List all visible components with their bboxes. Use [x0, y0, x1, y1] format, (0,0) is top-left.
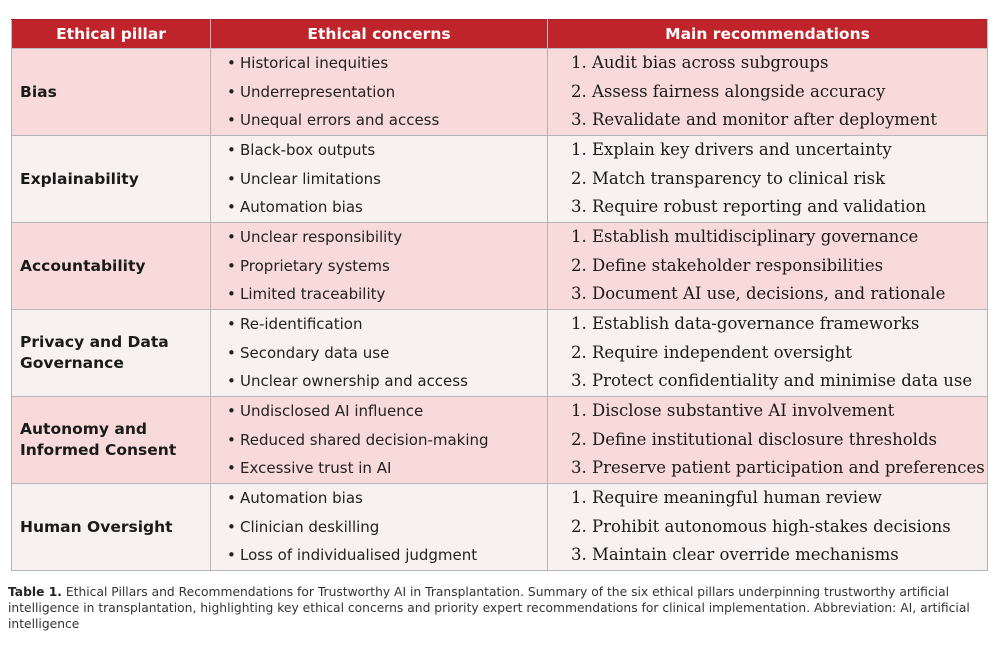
- pillar-cell: [12, 484, 211, 571]
- table-row: [12, 136, 988, 223]
- concern-text: Unclear ownership and access: [240, 372, 468, 391]
- recommendation-item: [571, 106, 987, 135]
- header-main-recommendations: Main recommendations: [548, 20, 988, 49]
- concerns-list: [211, 310, 547, 396]
- recommendation-item: [571, 280, 987, 309]
- recommendation-number: 3.: [571, 284, 587, 304]
- table-row: [12, 310, 988, 397]
- recommendation-number: 1.: [571, 488, 587, 508]
- concern-text: Loss of individualised judgment: [240, 546, 478, 565]
- concern-text: Limited traceability: [240, 285, 386, 304]
- recommendations-list: [548, 484, 987, 570]
- concerns-cell: [211, 484, 548, 571]
- header-ethical-concerns: Ethical concerns: [211, 20, 548, 49]
- recommendation-item: [571, 193, 987, 222]
- recommendations-cell: [548, 310, 988, 397]
- recommendation-number: 3.: [571, 458, 587, 478]
- pillar-name: Human Oversight: [20, 517, 173, 536]
- recommendation-number: 1.: [571, 53, 587, 73]
- pillar-name: Privacy and Data: [20, 333, 169, 351]
- concern-item: [227, 454, 547, 483]
- recommendation-number: 3.: [571, 545, 587, 565]
- concern-item: [227, 223, 547, 252]
- concerns-list: [211, 136, 547, 222]
- recommendation-item: [571, 252, 987, 281]
- recommendation-number: 2.: [571, 429, 587, 449]
- recommendation-text: Require independent oversight: [592, 342, 853, 362]
- recommendation-text: Require meaningful human review: [592, 488, 882, 508]
- recommendation-item: [571, 513, 987, 542]
- recommendation-number: 1.: [571, 140, 587, 160]
- bullet-icon: •: [227, 54, 236, 73]
- concern-text: Proprietary systems: [240, 256, 390, 275]
- concern-item: [227, 426, 547, 455]
- concerns-list: [211, 397, 547, 483]
- concern-item: [227, 513, 547, 542]
- recommendation-number: 2.: [571, 81, 587, 101]
- recommendation-item: [571, 454, 987, 483]
- table-row: [12, 484, 988, 571]
- concern-item: [227, 252, 547, 281]
- pillar-cell: [12, 310, 211, 397]
- table-body: [12, 49, 988, 571]
- concerns-cell: [211, 49, 548, 136]
- bullet-icon: •: [227, 459, 236, 478]
- concern-item: [227, 49, 547, 78]
- recommendation-number: 2.: [571, 255, 587, 275]
- recommendation-text: Establish multidisciplinary governance: [592, 227, 919, 247]
- bullet-icon: •: [227, 315, 236, 334]
- caption-text: Ethical Pillars and Recommendations for Trustworthy AI in Transplantation. Summary of the six ethical pillars underpinning trustworthy artificial intelligence in transplantation, highlighting key ethical concerns and priority expert recommendations for clinical implementation. Abbreviation: AI, artificial intelligence: [8, 585, 970, 631]
- concerns-list: [211, 484, 547, 570]
- recommendation-item: [571, 49, 987, 78]
- recommendation-text: Define institutional disclosure thresholds: [592, 429, 937, 449]
- concerns-cell: [211, 397, 548, 484]
- header-ethical-pillar: Ethical pillar: [12, 20, 211, 49]
- recommendation-text: Disclose substantive AI involvement: [592, 401, 895, 421]
- recommendations-cell: [548, 223, 988, 310]
- recommendation-number: 2.: [571, 516, 587, 536]
- bullet-icon: •: [227, 228, 236, 247]
- recommendation-item: [571, 136, 987, 165]
- concern-item: [227, 484, 547, 513]
- concern-item: [227, 136, 547, 165]
- caption-label: Table 1.: [8, 585, 62, 599]
- recommendation-text: Audit bias across subgroups: [592, 53, 829, 73]
- bullet-icon: •: [227, 402, 236, 421]
- table-row: [12, 397, 988, 484]
- recommendation-text: Establish data-governance frameworks: [592, 314, 920, 334]
- concern-item: [227, 165, 547, 194]
- pillar-cell: [12, 49, 211, 136]
- bullet-icon: •: [227, 517, 236, 536]
- table-container: [11, 19, 987, 571]
- recommendations-cell: [548, 136, 988, 223]
- concern-item: [227, 78, 547, 107]
- pillar-name: Autonomy and: [20, 420, 148, 438]
- recommendation-text: Require robust reporting and validation: [592, 197, 927, 217]
- concern-item: [227, 310, 547, 339]
- recommendations-list: [548, 49, 987, 135]
- bullet-icon: •: [227, 372, 236, 391]
- bullet-icon: •: [227, 430, 236, 449]
- concern-text: Excessive trust in AI: [240, 459, 392, 478]
- bullet-icon: •: [227, 546, 236, 565]
- concerns-cell: [211, 310, 548, 397]
- recommendation-number: 3.: [571, 197, 587, 217]
- recommendation-item: [571, 78, 987, 107]
- concern-text: Historical inequities: [240, 54, 389, 73]
- recommendation-item: [571, 426, 987, 455]
- pillar-cell: [12, 223, 211, 310]
- concern-text: Black-box outputs: [240, 141, 376, 160]
- pillar-name: Bias: [20, 82, 57, 101]
- recommendation-text: Match transparency to clinical risk: [592, 168, 886, 188]
- concern-text: Unclear limitations: [240, 169, 381, 188]
- bullet-icon: •: [227, 198, 236, 217]
- recommendations-list: [548, 136, 987, 222]
- recommendation-item: [571, 223, 987, 252]
- recommendation-text: Document AI use, decisions, and rationale: [592, 284, 946, 304]
- recommendation-number: 1.: [571, 314, 587, 334]
- concern-text: Automation bias: [240, 198, 363, 217]
- recommendation-item: [571, 367, 987, 396]
- table-row: [12, 49, 988, 136]
- pillar-cell: [12, 136, 211, 223]
- recommendation-item: [571, 165, 987, 194]
- concern-item: [227, 339, 547, 368]
- concern-item: [227, 397, 547, 426]
- ethics-table: [11, 19, 988, 571]
- concern-text: Undisclosed AI influence: [240, 402, 424, 421]
- pillar-name: Governance: [20, 354, 124, 372]
- recommendation-text: Assess fairness alongside accuracy: [592, 81, 886, 101]
- recommendation-item: [571, 310, 987, 339]
- table-header-row: [12, 20, 988, 49]
- concerns-list: [211, 49, 547, 135]
- recommendations-cell: [548, 49, 988, 136]
- recommendation-text: Preserve patient participation and preferences: [592, 458, 985, 478]
- pillar-name: Accountability: [20, 256, 146, 275]
- recommendation-item: [571, 484, 987, 513]
- recommendation-number: 2.: [571, 342, 587, 362]
- concern-text: Automation bias: [240, 489, 363, 508]
- concern-text: Unclear responsibility: [240, 228, 403, 247]
- bullet-icon: •: [227, 343, 236, 362]
- recommendation-number: 3.: [571, 371, 587, 391]
- bullet-icon: •: [227, 111, 236, 130]
- pillar-name: Informed Consent: [20, 441, 177, 459]
- recommendation-item: [571, 339, 987, 368]
- recommendation-text: Prohibit autonomous high-stakes decisions: [592, 516, 951, 536]
- recommendation-text: Revalidate and monitor after deployment: [592, 110, 937, 130]
- recommendations-list: [548, 223, 987, 309]
- pillar-name: Explainability: [20, 169, 139, 188]
- recommendation-number: 1.: [571, 401, 587, 421]
- recommendation-item: [571, 397, 987, 426]
- concern-text: Re-identification: [240, 315, 363, 334]
- concern-text: Unequal errors and access: [240, 111, 440, 130]
- concerns-cell: [211, 136, 548, 223]
- recommendation-item: [571, 541, 987, 570]
- concern-item: [227, 541, 547, 570]
- concern-item: [227, 193, 547, 222]
- bullet-icon: •: [227, 256, 236, 275]
- concerns-cell: [211, 223, 548, 310]
- bullet-icon: •: [227, 489, 236, 508]
- recommendation-text: Explain key drivers and uncertainty: [592, 140, 892, 160]
- concern-item: [227, 280, 547, 309]
- table-row: [12, 223, 988, 310]
- bullet-icon: •: [227, 169, 236, 188]
- pillar-cell: [12, 397, 211, 484]
- concern-text: Secondary data use: [240, 343, 390, 362]
- recommendation-text: Protect confidentiality and minimise data use: [592, 371, 973, 391]
- recommendation-number: 3.: [571, 110, 587, 130]
- concern-text: Underrepresentation: [240, 82, 396, 101]
- recommendations-list: [548, 397, 987, 483]
- recommendations-list: [548, 310, 987, 396]
- recommendation-number: 1.: [571, 227, 587, 247]
- recommendations-cell: [548, 397, 988, 484]
- recommendation-text: Maintain clear override mechanisms: [592, 545, 899, 565]
- concern-item: [227, 367, 547, 396]
- bullet-icon: •: [227, 285, 236, 304]
- concern-text: Clinician deskilling: [240, 517, 380, 536]
- table-caption: [8, 584, 992, 632]
- recommendation-text: Define stakeholder responsibilities: [592, 255, 884, 275]
- concern-item: [227, 106, 547, 135]
- concerns-list: [211, 223, 547, 309]
- recommendation-number: 2.: [571, 168, 587, 188]
- concern-text: Reduced shared decision-making: [240, 430, 489, 449]
- recommendations-cell: [548, 484, 988, 571]
- bullet-icon: •: [227, 141, 236, 160]
- bullet-icon: •: [227, 82, 236, 101]
